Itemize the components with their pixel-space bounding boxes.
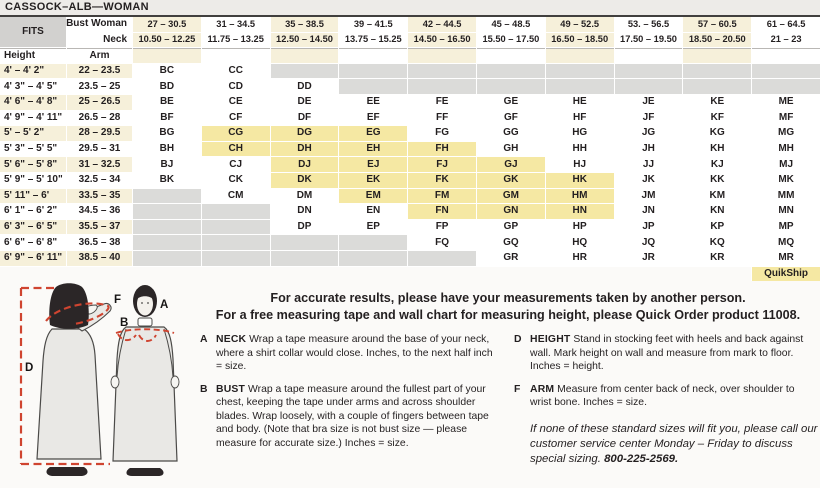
height-cell: 4' 3" – 4' 5": [0, 79, 66, 94]
size-code-cell: DP: [271, 220, 339, 235]
size-code-cell: FM: [408, 189, 476, 204]
empty-size-cell: [546, 64, 614, 79]
header-spacer-cell: [683, 48, 751, 63]
height-cell: 6' 6" – 6' 8": [0, 235, 66, 250]
header-spacer-cell: [546, 48, 614, 63]
arm-cell: 32.5 – 34: [67, 173, 132, 188]
empty-size-cell: [477, 79, 545, 94]
height-cell: 4' – 4' 2": [0, 64, 66, 79]
size-code-cell: JJ: [615, 157, 683, 172]
diagram-label-b: B: [120, 317, 129, 330]
size-code-cell: BD: [133, 79, 201, 94]
empty-size-cell: [615, 64, 683, 79]
size-code-cell: EH: [339, 142, 407, 157]
size-code-cell: JM: [615, 189, 683, 204]
size-code-cell: KE: [683, 95, 751, 110]
instruction-term: HEIGHT: [530, 334, 571, 346]
size-code-cell: EK: [339, 173, 407, 188]
size-code-cell: HN: [546, 204, 614, 219]
empty-size-cell: [271, 251, 339, 266]
size-code-cell: HQ: [546, 235, 614, 250]
size-code-cell: FJ: [408, 157, 476, 172]
size-code-cell: EM: [339, 189, 407, 204]
phone-number: 800-225-2569.: [604, 453, 679, 466]
height-cell: 4' 6" – 4' 8": [0, 95, 66, 110]
size-code-cell: FQ: [408, 235, 476, 250]
size-code-cell: DF: [271, 111, 339, 126]
size-code-cell: FN: [408, 204, 476, 219]
size-code-cell: EP: [339, 220, 407, 235]
bust-range-cell: 42 – 44.5: [408, 17, 476, 32]
diagram-label-d: D: [25, 362, 34, 375]
instruction-column-right: [514, 333, 818, 467]
fits-header-cell: FITS: [0, 17, 66, 47]
arm-cell: 34.5 – 36: [67, 204, 132, 219]
neck-range-cell: 10.50 – 12.25: [133, 33, 201, 48]
empty-size-cell: [133, 189, 201, 204]
size-code-cell: CJ: [202, 157, 270, 172]
size-code-cell: CM: [202, 189, 270, 204]
size-code-cell: DJ: [271, 157, 339, 172]
size-code-cell: DM: [271, 189, 339, 204]
height-cell: 6' 1" – 6' 2": [0, 204, 66, 219]
height-cell: 5' 3" – 5' 5": [0, 142, 66, 157]
size-code-cell: HR: [546, 251, 614, 266]
size-code-cell: HE: [546, 95, 614, 110]
size-code-cell: MG: [752, 126, 820, 141]
size-code-cell: KQ: [683, 235, 751, 250]
bust-range-cell: 57 – 60.5: [683, 17, 751, 32]
size-code-cell: MH: [752, 142, 820, 157]
instruction-column-left: [200, 333, 498, 467]
instruction-term: ARM: [530, 383, 555, 395]
height-cell: 5' 6" – 5' 8": [0, 157, 66, 172]
size-code-cell: FF: [408, 111, 476, 126]
instruction-text: Measure from center back of neck, over shoulder to wrist bone. Inches = size.: [530, 383, 795, 409]
empty-size-cell: [202, 251, 270, 266]
size-code-cell: GQ: [477, 235, 545, 250]
size-code-cell: MQ: [752, 235, 820, 250]
instruction-letter: F: [514, 383, 521, 395]
arm-cell: 38.5 – 40: [67, 251, 132, 266]
size-code-cell: KP: [683, 220, 751, 235]
intro-line-1: For accurate results, please have your measurements taken by another person.: [270, 291, 746, 306]
size-code-cell: BK: [133, 173, 201, 188]
header-spacer-cell: [339, 48, 407, 63]
size-code-cell: HK: [546, 173, 614, 188]
size-code-cell: GP: [477, 220, 545, 235]
size-code-cell: EF: [339, 111, 407, 126]
instruction-neck: [200, 333, 498, 374]
arm-cell: 22 – 23.5: [67, 64, 132, 79]
empty-size-cell: [339, 235, 407, 250]
bust-range-cell: 39 – 41.5: [339, 17, 407, 32]
intro-text: [196, 281, 820, 323]
instruction-letter: B: [200, 383, 208, 395]
size-code-cell: BF: [133, 111, 201, 126]
size-code-cell: CG: [202, 126, 270, 141]
back-view-figure: [37, 283, 111, 476]
header-spacer-cell: [133, 48, 201, 63]
empty-size-cell: [408, 64, 476, 79]
size-code-cell: CH: [202, 142, 270, 157]
size-code-cell: FH: [408, 142, 476, 157]
size-code-cell: KM: [683, 189, 751, 204]
height-cell: 5' – 5' 2": [0, 126, 66, 141]
empty-size-cell: [133, 204, 201, 219]
size-code-cell: BH: [133, 142, 201, 157]
quikship-row-spacer: [0, 267, 751, 282]
size-code-cell: MF: [752, 111, 820, 126]
size-code-cell: HP: [546, 220, 614, 235]
size-code-cell: GN: [477, 204, 545, 219]
empty-size-cell: [339, 251, 407, 266]
header-spacer-cell: [615, 48, 683, 63]
size-code-cell: ME: [752, 95, 820, 110]
size-code-cell: DH: [271, 142, 339, 157]
bust-range-cell: 35 – 38.5: [271, 17, 339, 32]
bust-range-cell: 53. – 56.5: [615, 17, 683, 32]
size-code-cell: KF: [683, 111, 751, 126]
size-code-cell: GR: [477, 251, 545, 266]
neck-range-cell: 16.50 – 18.50: [546, 33, 614, 48]
size-code-cell: JR: [615, 251, 683, 266]
size-code-cell: MR: [752, 251, 820, 266]
size-code-cell: KN: [683, 204, 751, 219]
neck-range-cell: 18.50 – 20.50: [683, 33, 751, 48]
size-code-cell: BJ: [133, 157, 201, 172]
measuring-section: [0, 281, 820, 483]
empty-size-cell: [202, 235, 270, 250]
empty-size-cell: [202, 204, 270, 219]
instruction-height: [514, 333, 812, 374]
header-spacer-cell: [477, 48, 545, 63]
arm-cell: 26.5 – 28: [67, 111, 132, 126]
size-code-cell: DD: [271, 79, 339, 94]
size-code-cell: GM: [477, 189, 545, 204]
size-code-cell: JN: [615, 204, 683, 219]
size-code-cell: MM: [752, 189, 820, 204]
quikship-badge: QuikShip: [752, 267, 820, 282]
empty-size-cell: [133, 220, 201, 235]
size-code-cell: HJ: [546, 157, 614, 172]
arm-cell: 28 – 29.5: [67, 126, 132, 141]
size-code-cell: GF: [477, 111, 545, 126]
bust-range-cell: 49 – 52.5: [546, 17, 614, 32]
empty-size-cell: [271, 235, 339, 250]
intro-line-2: For a free measuring tape and wall chart for measuring height, please Quick Order product 11008.: [215, 307, 801, 322]
empty-size-cell: [752, 79, 820, 94]
size-code-cell: BC: [133, 64, 201, 79]
size-code-cell: GH: [477, 142, 545, 157]
size-code-cell: HM: [546, 189, 614, 204]
arm-cell: 31 – 32.5: [67, 157, 132, 172]
size-code-cell: HG: [546, 126, 614, 141]
size-code-cell: HH: [546, 142, 614, 157]
neck-range-cell: 12.50 – 14.50: [271, 33, 339, 48]
size-code-cell: CE: [202, 95, 270, 110]
size-code-cell: FE: [408, 95, 476, 110]
empty-size-cell: [683, 64, 751, 79]
size-code-cell: EN: [339, 204, 407, 219]
size-code-cell: MJ: [752, 157, 820, 172]
size-code-cell: DN: [271, 204, 339, 219]
empty-size-cell: [615, 79, 683, 94]
bust-range-cell: 45 – 48.5: [477, 17, 545, 32]
empty-size-cell: [133, 235, 201, 250]
size-code-cell: KH: [683, 142, 751, 157]
size-code-cell: CK: [202, 173, 270, 188]
size-code-cell: HF: [546, 111, 614, 126]
note-text: If none of these standard sizes will fit you, please call our customer service center Monday – Friday to discuss special sizing.: [530, 422, 818, 466]
measurement-diagram: [0, 281, 196, 483]
instruction-columns: [200, 333, 820, 467]
bust-range-cell: 27 – 30.5: [133, 17, 201, 32]
instruction-term: BUST: [216, 383, 246, 395]
empty-size-cell: [683, 79, 751, 94]
neck-range-cell: 21 – 23: [752, 33, 820, 48]
bust-range-cell: 31 – 34.5: [202, 17, 270, 32]
size-code-cell: GK: [477, 173, 545, 188]
header-spacer-cell: [408, 48, 476, 63]
empty-size-cell: [133, 251, 201, 266]
size-code-cell: GG: [477, 126, 545, 141]
neck-range-cell: 13.75 – 15.25: [339, 33, 407, 48]
size-code-cell: DE: [271, 95, 339, 110]
size-code-cell: FP: [408, 220, 476, 235]
neck-range-cell: 17.50 – 19.50: [615, 33, 683, 48]
arm-column-header: Arm: [67, 48, 132, 63]
instruction-text: Stand in stocking feet with heels and back against wall. Mark height on wall and measure from mark to floor. Inches = height.: [530, 334, 804, 373]
size-code-cell: FK: [408, 173, 476, 188]
size-code-cell: GJ: [477, 157, 545, 172]
neck-range-cell: 11.75 – 13.25: [202, 33, 270, 48]
arm-cell: 33.5 – 35: [67, 189, 132, 204]
arm-cell: 36.5 – 38: [67, 235, 132, 250]
arm-cell: 35.5 – 37: [67, 220, 132, 235]
empty-size-cell: [339, 79, 407, 94]
size-code-cell: JH: [615, 142, 683, 157]
empty-size-cell: [408, 251, 476, 266]
size-code-cell: CF: [202, 111, 270, 126]
height-column-header: Height: [0, 48, 66, 63]
bust-woman-label: Bust Woman: [67, 17, 132, 32]
neck-range-cell: 15.50 – 17.50: [477, 33, 545, 48]
instruction-text: Wrap a tape measure around the base of your neck, where a shirt collar would close. Inches, to the next half inch = size.: [216, 334, 493, 373]
empty-size-cell: [546, 79, 614, 94]
page-title: CASSOCK–ALB—WOMAN: [0, 0, 820, 17]
header-spacer-cell: [271, 48, 339, 63]
size-code-cell: JP: [615, 220, 683, 235]
arm-cell: 25 – 26.5: [67, 95, 132, 110]
height-cell: 4' 9" – 4' 11": [0, 111, 66, 126]
instruction-text: Wrap a tape measure around the fullest part of your chest, keeping the tape under arms and across shoulder blades. Wrap loosely, with a couple of fingers between tape and body. (Note that bra size is not bust size — please measure for accurate size.) Inches = size.: [216, 383, 489, 449]
diagram-label-a: A: [160, 299, 169, 312]
size-code-cell: CC: [202, 64, 270, 79]
arm-cell: 29.5 – 31: [67, 142, 132, 157]
size-code-cell: JF: [615, 111, 683, 126]
size-code-cell: EJ: [339, 157, 407, 172]
empty-size-cell: [408, 79, 476, 94]
size-code-cell: MK: [752, 173, 820, 188]
special-sizing-note: [530, 422, 820, 468]
empty-size-cell: [339, 64, 407, 79]
empty-size-cell: [202, 220, 270, 235]
instruction-term: NECK: [216, 334, 247, 346]
size-code-cell: GE: [477, 95, 545, 110]
size-code-cell: KK: [683, 173, 751, 188]
instruction-letter: D: [514, 334, 522, 346]
size-code-cell: BE: [133, 95, 201, 110]
empty-size-cell: [477, 64, 545, 79]
cassock-figures-illustration: [0, 281, 196, 483]
size-code-cell: BG: [133, 126, 201, 141]
size-code-cell: JE: [615, 95, 683, 110]
size-code-cell: MN: [752, 204, 820, 219]
size-code-cell: JQ: [615, 235, 683, 250]
size-code-cell: DK: [271, 173, 339, 188]
height-cell: 5' 11" – 6': [0, 189, 66, 204]
size-code-cell: KR: [683, 251, 751, 266]
diagram-label-f: F: [114, 294, 122, 307]
header-spacer-cell: [202, 48, 270, 63]
height-cell: 6' 9" – 6' 11": [0, 251, 66, 266]
size-code-cell: EE: [339, 95, 407, 110]
front-view-figure: [111, 285, 179, 476]
empty-size-cell: [271, 64, 339, 79]
neck-label: Neck: [67, 33, 132, 48]
size-code-cell: CD: [202, 79, 270, 94]
empty-size-cell: [752, 64, 820, 79]
size-code-cell: KJ: [683, 157, 751, 172]
size-code-cell: MP: [752, 220, 820, 235]
instruction-letter: A: [200, 334, 208, 346]
neck-range-cell: 14.50 – 16.50: [408, 33, 476, 48]
header-spacer-cell: [752, 48, 820, 63]
height-cell: 5' 9" – 5' 10": [0, 173, 66, 188]
height-cell: 6' 3" – 6' 5": [0, 220, 66, 235]
size-code-cell: EG: [339, 126, 407, 141]
instruction-bust: [200, 383, 498, 451]
arm-cell: 23.5 – 25: [67, 79, 132, 94]
size-code-cell: DG: [271, 126, 339, 141]
size-code-cell: KG: [683, 126, 751, 141]
bust-range-cell: 61 – 64.5: [752, 17, 820, 32]
instruction-arm: [514, 383, 812, 410]
size-code-cell: JK: [615, 173, 683, 188]
size-code-cell: FG: [408, 126, 476, 141]
size-code-cell: JG: [615, 126, 683, 141]
size-table: [0, 17, 820, 281]
